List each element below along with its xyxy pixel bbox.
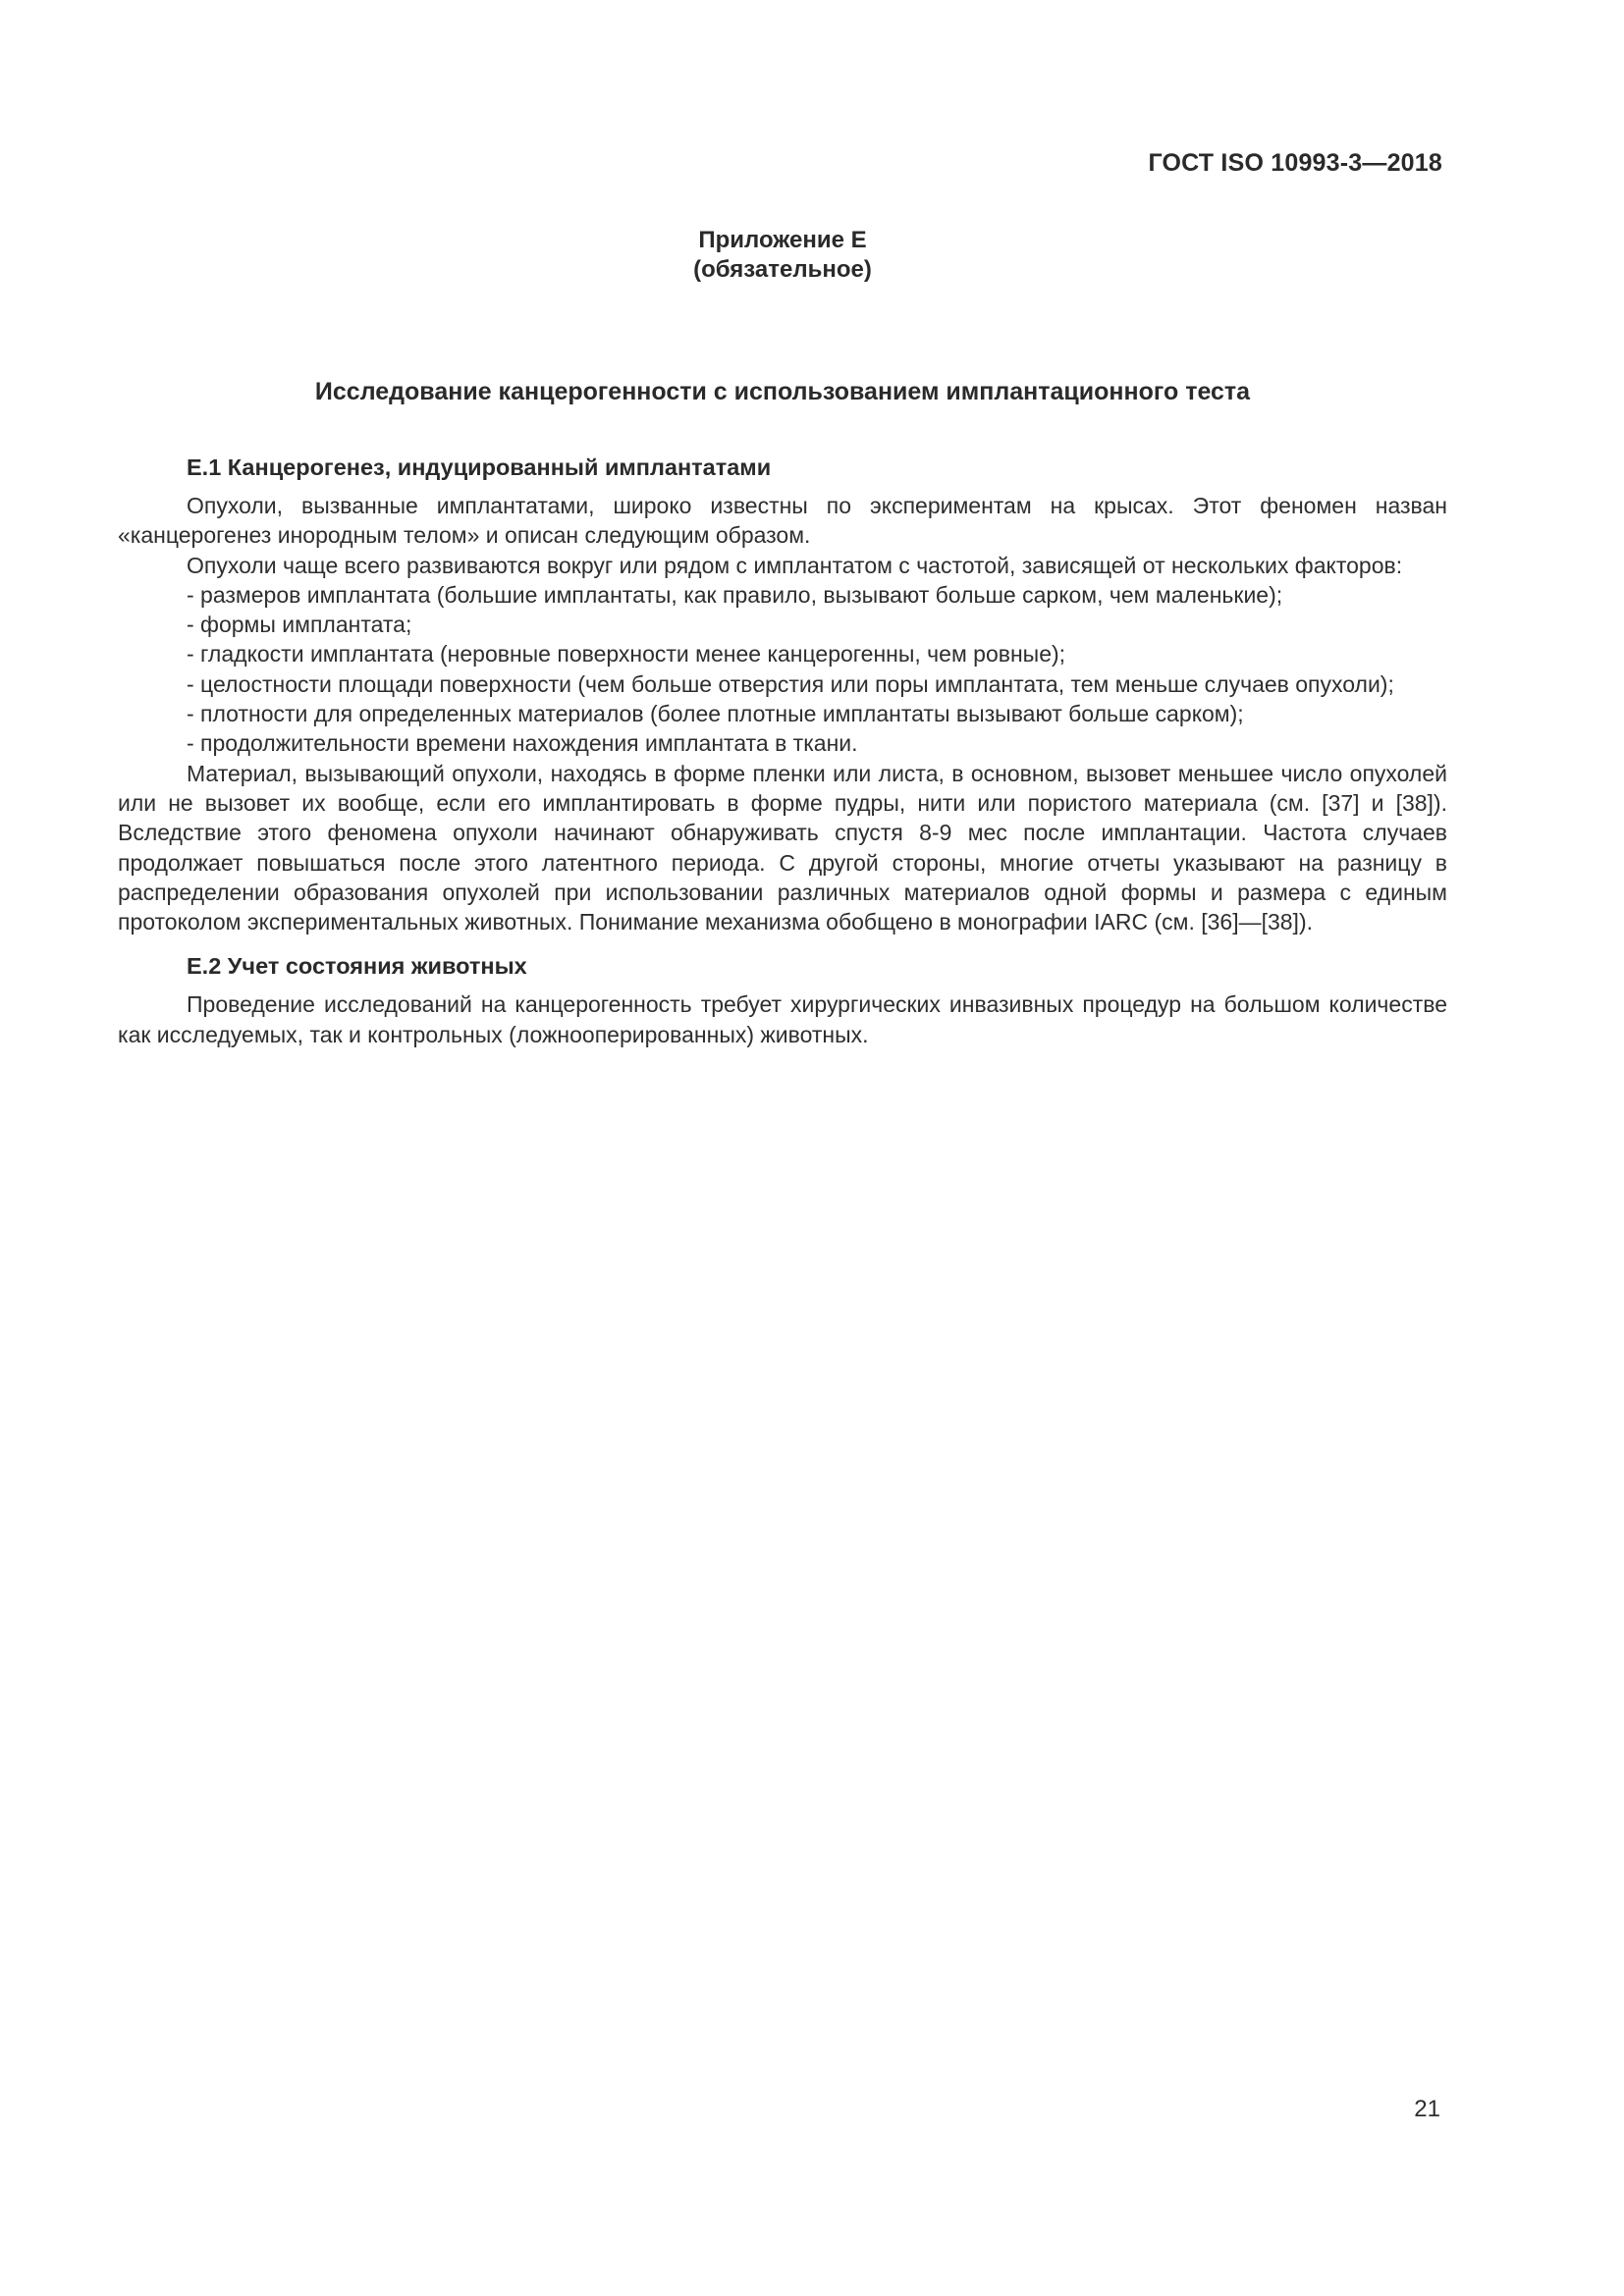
paragraph: Материал, вызывающий опухоли, находясь в форме пленки или листа, в основном, вызовет меньшее число опухолей или не вызовет их вообще, если его имплантировать в форме пудры, нити или пористого материала (см. [37] и [38]). Вследствие этого феномена опухоли начинают обнаруживать спустя 8-9 мес после имплантации. Частота случаев продолжает повышаться после этого латентного периода. С другой стороны, многие отчеты указывают на разницу в распределении образования опухолей при использовании различных материалов одной формы и размера с единым протоколом экспериментальных животных. Понимание механизма обобщено в монографии IARC (см. [36]—[38]). <box>118 760 1447 935</box>
section-heading-e1: E.1 Канцерогенез, индуцированный имплантатами <box>187 454 772 480</box>
paragraph: Проведение исследований на канцерогенность требует хирургических инвазивных процедур на большом количестве как исследуемых, так и контрольных (ложнооперированных) животных. <box>118 991 1447 1047</box>
factor-list <box>118 580 1447 759</box>
list-item: - формы имплантата; <box>187 612 412 638</box>
annex-label: Приложение E <box>698 227 867 253</box>
annex-heading <box>0 226 1565 285</box>
document-body <box>118 452 1447 1049</box>
paragraph: Опухоли чаще всего развиваются вокруг или рядом с имплантатом с частотой, зависящей от нескольких факторов: <box>187 552 1403 578</box>
list-item: - размеров имплантата (большие имплантаты, как правило, вызывают больше сарком, чем маленькие); <box>187 581 1283 608</box>
paragraph: Опухоли, вызванные имплантатами, широко известны по экспериментам на крысах. Этот феномен назван «канцерогенез инородным телом» и описан следующим образом. <box>118 493 1447 549</box>
annex-title: Исследование канцерогенности с использованием имплантационного теста <box>314 378 1251 405</box>
section-heading-e2: E.2 Учет состояния животных <box>187 953 527 980</box>
page-number: 21 <box>1414 2096 1440 2122</box>
list-item: - гладкости имплантата (неровные поверхности менее канцерогенны, чем ровные); <box>187 641 1066 667</box>
annex-status: (обязательное) <box>693 256 872 283</box>
document-code: ГОСТ ISO 10993-3—2018 <box>1148 149 1442 177</box>
list-item: - продолжительности времени нахождения имплантата в ткани. <box>187 730 858 757</box>
list-item: - целостности площади поверхности (чем больше отверстия или поры имплантата, тем меньше случаев опухоли); <box>187 670 1394 697</box>
list-item: - плотности для определенных материалов (более плотные имплантаты вызывают больше сарком); <box>187 701 1244 727</box>
